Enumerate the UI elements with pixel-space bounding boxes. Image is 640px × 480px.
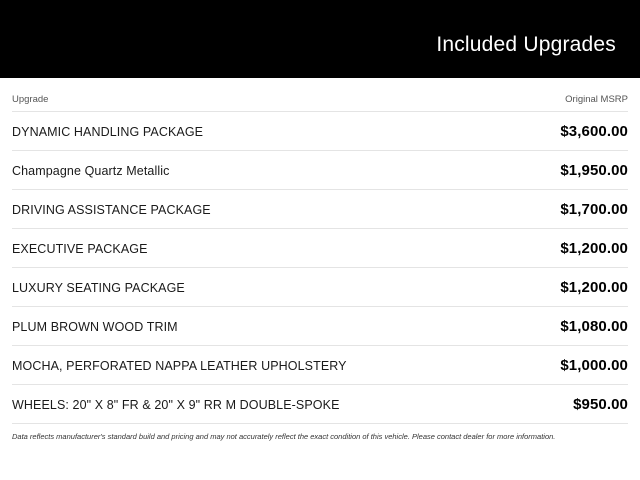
table-row	[12, 384, 628, 423]
table-row	[12, 267, 628, 306]
panel-header	[0, 0, 640, 78]
disclaimer-text: Data reflects manufacturer's standard build and pricing and may not accurately reflect the exact condition of this vehicle. Please contact dealer for more information.	[12, 423, 628, 442]
upgrade-name: LUXURY SEATING PACKAGE	[12, 281, 185, 295]
upgrade-price: $3,600.00	[560, 123, 628, 140]
upgrade-name: MOCHA, PERFORATED NAPPA LEATHER UPHOLSTERY	[12, 359, 347, 373]
column-header-msrp: Original MSRP	[565, 94, 628, 105]
table-row	[12, 150, 628, 189]
table-row	[12, 306, 628, 345]
table-column-headers	[12, 78, 628, 111]
table-row	[12, 345, 628, 384]
table-row	[12, 228, 628, 267]
upgrade-name: EXECUTIVE PACKAGE	[12, 242, 148, 256]
upgrade-name: PLUM BROWN WOOD TRIM	[12, 320, 178, 334]
upgrade-price: $1,700.00	[560, 201, 628, 218]
upgrades-table	[12, 111, 628, 423]
table-row	[12, 111, 628, 150]
upgrade-name: Champagne Quartz Metallic	[12, 164, 170, 178]
upgrade-price: $1,080.00	[560, 318, 628, 335]
column-header-upgrade: Upgrade	[12, 94, 49, 105]
upgrade-price: $1,200.00	[560, 279, 628, 296]
page-title: Included Upgrades	[436, 33, 616, 56]
upgrade-price: $950.00	[573, 396, 628, 413]
upgrade-name: DRIVING ASSISTANCE PACKAGE	[12, 203, 211, 217]
upgrade-price: $1,200.00	[560, 240, 628, 257]
table-row	[12, 189, 628, 228]
upgrades-content	[0, 78, 640, 480]
upgrade-name: DYNAMIC HANDLING PACKAGE	[12, 125, 204, 139]
upgrade-name: WHEELS: 20" X 8" FR & 20" X 9" RR M DOUBLE-SPOKE	[12, 398, 340, 412]
upgrade-price: $1,000.00	[560, 357, 628, 374]
upgrade-price: $1,950.00	[560, 162, 628, 179]
